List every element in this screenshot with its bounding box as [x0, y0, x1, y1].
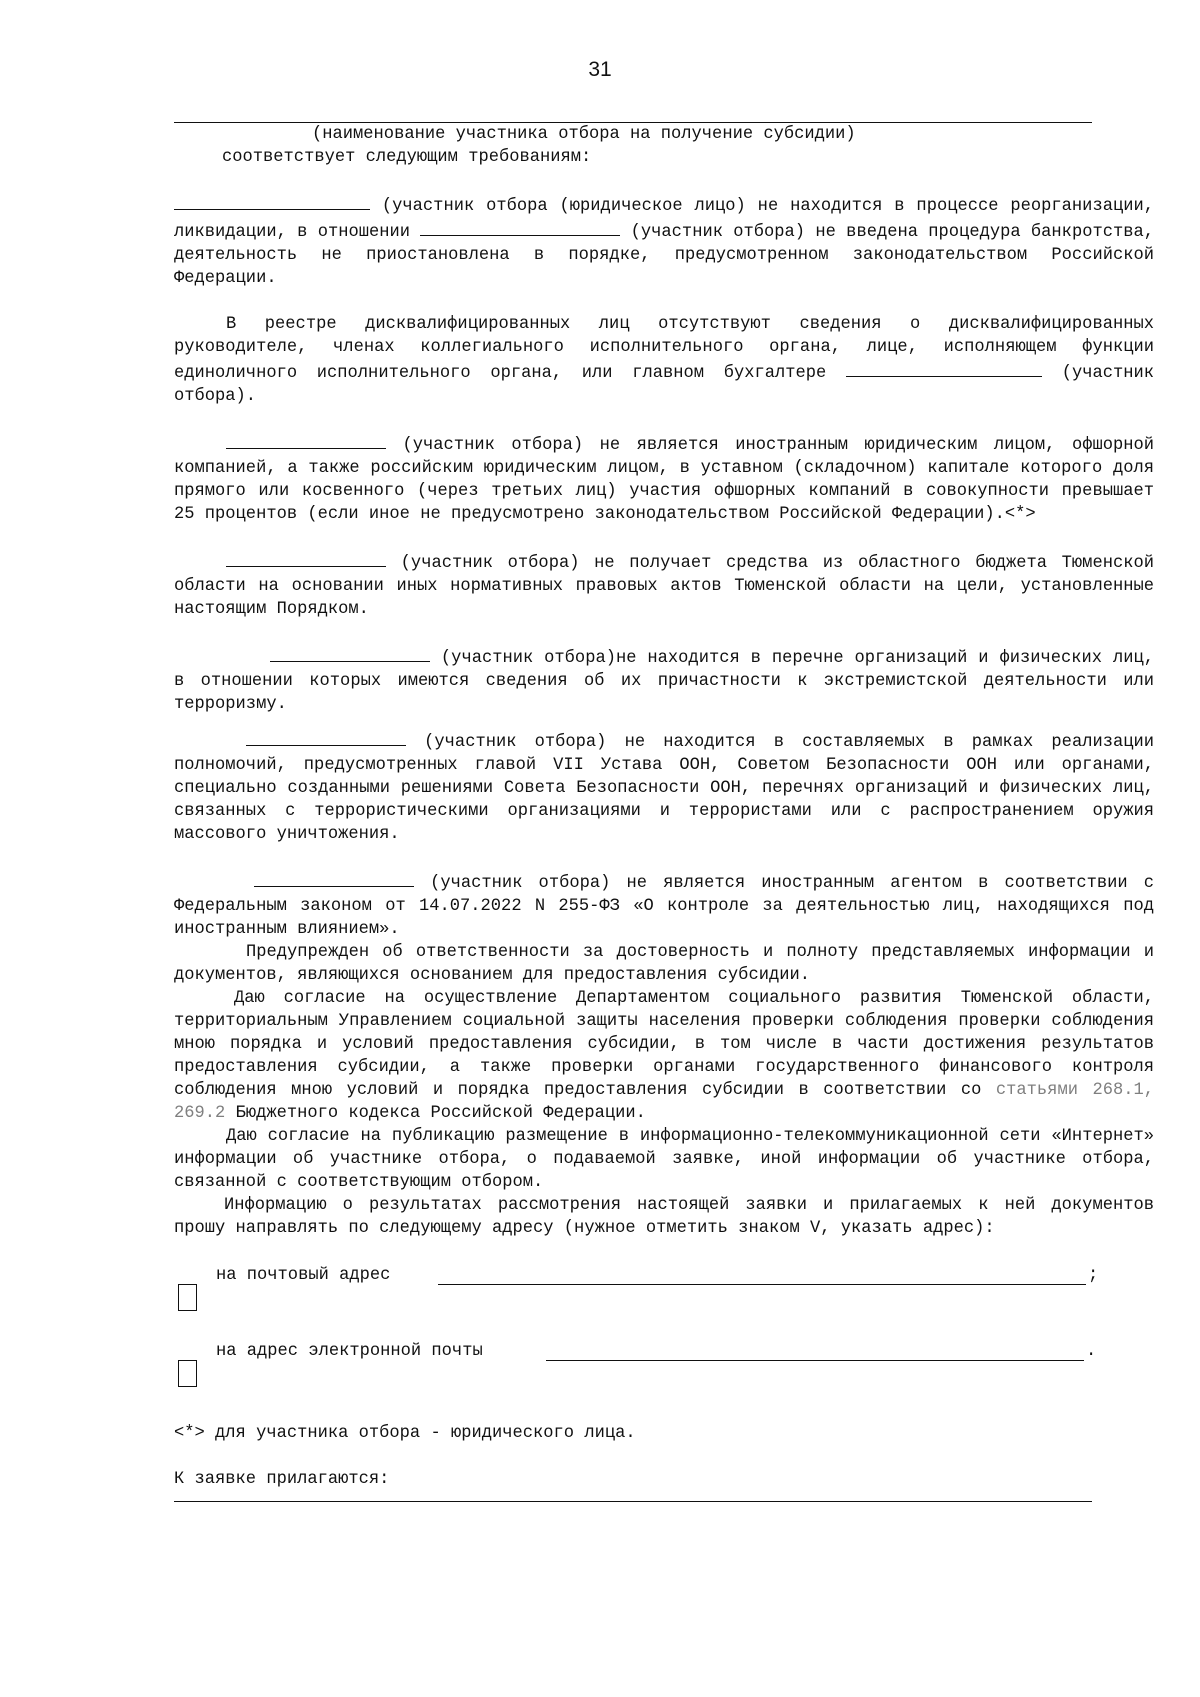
blank-field[interactable]: [226, 431, 386, 449]
blank-field[interactable]: [246, 728, 406, 746]
participant-name-caption: (наименование участника отбора на получение субсидии): [312, 125, 856, 144]
budget-code-reference[interactable]: статьями 268.1, 269.2: [174, 1081, 1154, 1123]
email-address-option: на адрес электронной почты .: [174, 1340, 1154, 1418]
blank-field[interactable]: [226, 549, 386, 567]
blank-field[interactable]: [254, 869, 414, 887]
page-number: 31: [588, 58, 612, 81]
blank-field[interactable]: [174, 192, 370, 210]
paragraph-reorganization: (участник отбора (юридическое лицо) не находится в процессе реорганизации, ликвидации, в отношении (участник отбора) не введена процедура банкротства, деятельность не приостановлена в порядке, предусмотренном законодательством Российской Федерации.: [174, 192, 1154, 290]
paragraph-consent-publication: Даю согласие на публикацию размещение в информационно-телекоммуникационной сети «Интернет» информации об участнике отбора, о подаваемой заявке, иной информации об участнике отбора, связанной с соответствующим отбором.: [174, 1127, 1154, 1192]
postal-address-field[interactable]: [438, 1284, 1086, 1285]
attachments-line[interactable]: [174, 1501, 1092, 1502]
footnote: <*> для участника отбора - юридического лица.: [174, 1424, 636, 1443]
paragraph-extremism: (участник отбора)не находится в перечне организаций и физических лиц, в отношении которых имеются сведения об их причастности к экстремистской деятельности или терроризму.: [174, 644, 1154, 716]
blank-field[interactable]: [270, 644, 430, 662]
blank-field[interactable]: [846, 359, 1042, 377]
paragraph-foreign-agent: (участник отбора) не является иностранным агентом в соответствии с Федеральным законом от 14.07.2022 N 255-ФЗ «О контроле за деятельностью лиц, находящихся под иностранным влиянием».: [174, 869, 1154, 941]
blank-field[interactable]: [420, 218, 620, 236]
email-address-field[interactable]: [546, 1360, 1084, 1361]
paragraph-disqualified-registry: В реестре дисквалифицированных лиц отсутствуют сведения о дисквалифицированных руководителе, членах коллегиального исполнительного органа, лице, исполняющем функции единоличного исполнительного органа, или главном бухгалтере (участник отбора).: [174, 315, 1155, 406]
postal-address-checkbox[interactable]: [178, 1284, 197, 1311]
attachments-label: К заявке прилагаются:: [174, 1470, 390, 1489]
email-address-label: на адрес электронной почты: [216, 1342, 483, 1361]
email-address-checkbox[interactable]: [178, 1360, 197, 1387]
postal-address-option: на почтовый адрес ;: [174, 1264, 1154, 1342]
postal-address-label: на почтовый адрес: [216, 1266, 391, 1285]
document-body: [174, 122, 1154, 1502]
paragraph-regional-budget: (участник отбора) не получает средства из областного бюджета Тюменской области на основании иных нормативных правовых актов Тюменской области на цели, установленные настоящим Порядком.: [174, 549, 1154, 621]
paragraph-responsibility: Предупрежден об ответственности за достоверность и полноту представляемых информации и документов, являющихся основанием для предоставления субсидии.: [174, 943, 1154, 985]
paragraph-un-sanctions: (участник отбора) не находится в составляемых в рамках реализации полномочий, предусмотренных главой VII Устава ООН, Советом Безопасности ООН или органами, специально созданными решениями Совета Безопасности ООН, перечнях организаций и физических лиц, связанных с террористическими организациями и террористами или с распространением оружия массового уничтожения.: [174, 728, 1154, 846]
paragraph-address-request: Информацию о результатах рассмотрения настоящей заявки и прилагаемых к ней документов прошу направлять по следующему адресу (нужное отметить знаком V, указать адрес):: [174, 1196, 1154, 1238]
paragraph-offshore: (участник отбора) не является иностранным юридическим лицом, офшорной компанией, а также российским юридическим лицом, в уставном (складочном) капитале которого доля прямого или косвенного (через третьих лиц) участия офшорных компаний в совокупности превышает 25 процентов (если иное не предусмотрено законодательством Российской Федерации).<*>: [174, 431, 1154, 526]
paragraph-consent-inspection: Даю согласие на осуществление Департаментом социального развития Тюменской области, территориальным Управлением социальной защиты населения проверки соблюдения проверки соблюдения мною порядка и условий предоставления субсидии, в том числе в части достижения результатов предоставления субсидии, а также проверки органами государственного финансового контроля соблюдения мною условий и порядка предоставления субсидии в соответствии со статьями 268.1, 269.2 Бюджетного кодекса Российской Федерации.: [174, 989, 1154, 1123]
requirements-lead: соответствует следующим требованиям:: [222, 148, 592, 167]
